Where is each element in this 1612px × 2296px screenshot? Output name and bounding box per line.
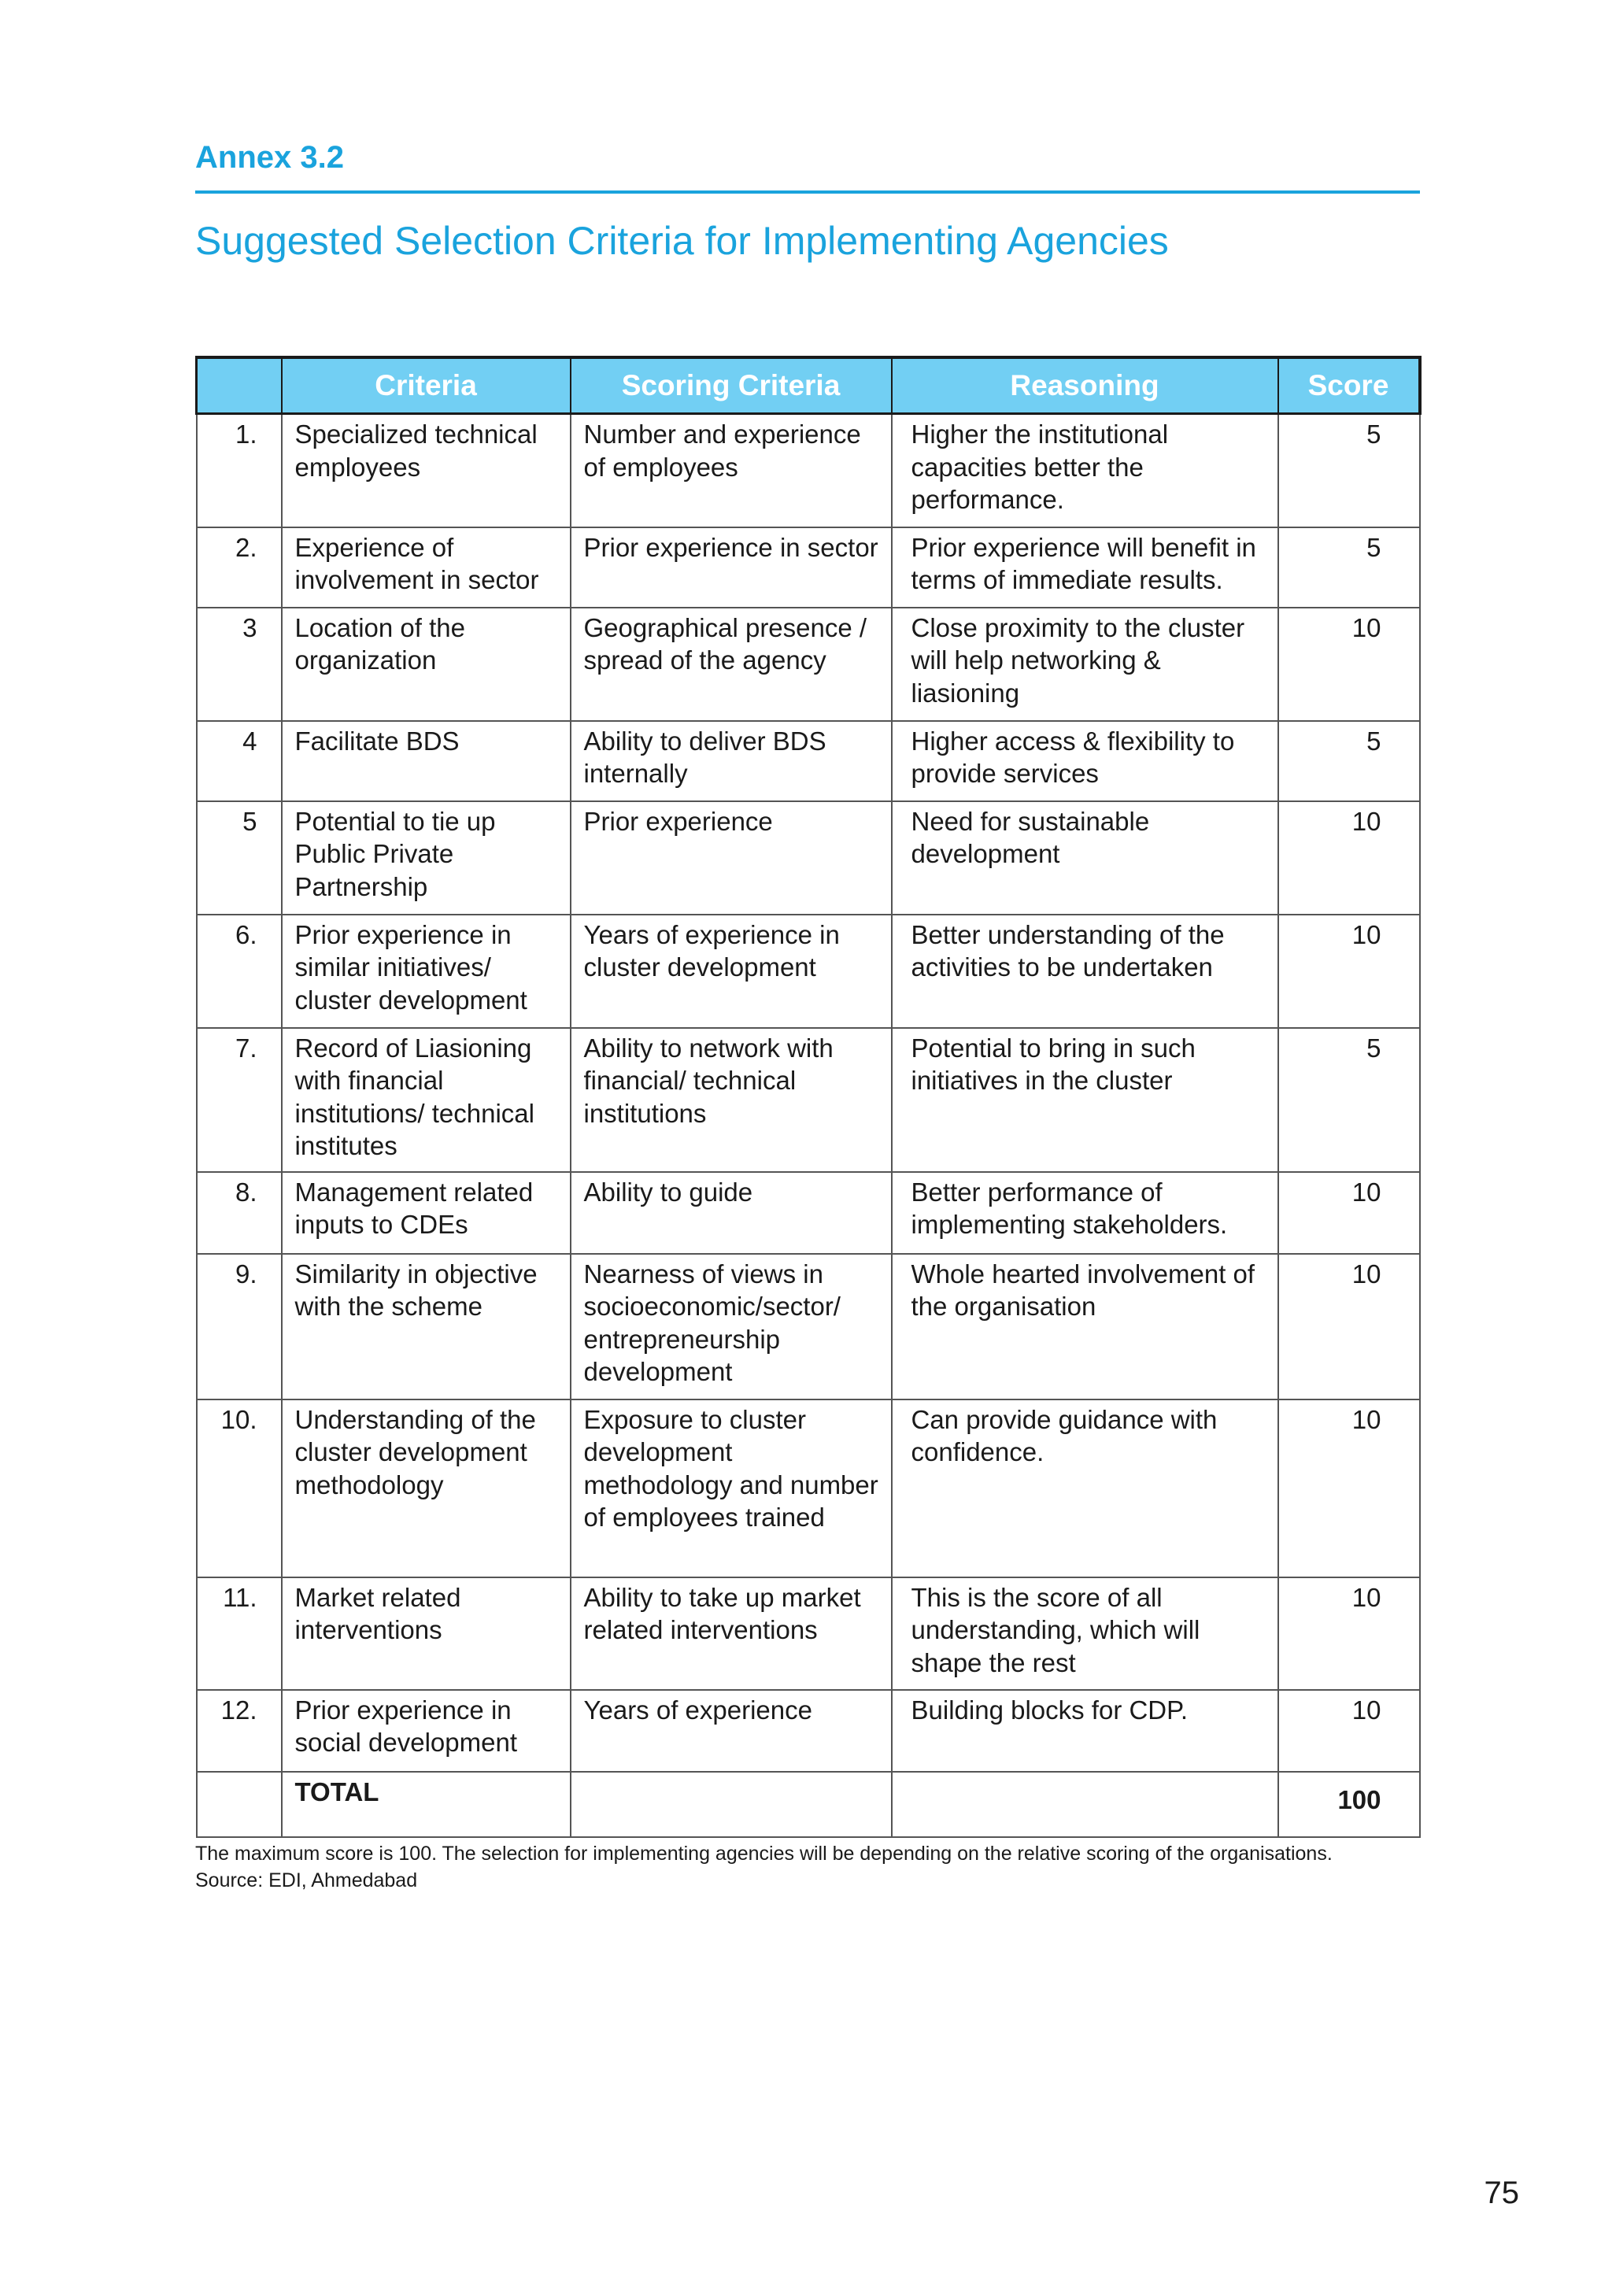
table-row <box>197 1254 1420 1399</box>
reasoning-cell: Better understanding of the activities to be undertaken <box>892 915 1278 1028</box>
scoring-cell: Ability to deliver BDS internally <box>571 721 892 801</box>
scoring-cell: Years of experience <box>571 1690 892 1772</box>
criteria-cell: Understanding of the cluster development methodology <box>282 1399 571 1577</box>
row-number: 6. <box>197 915 282 1028</box>
score-cell: 5 <box>1278 414 1420 527</box>
scoring-cell: Ability to guide <box>571 1172 892 1254</box>
scoring-cell: Prior experience in sector <box>571 527 892 608</box>
scoring-cell: Years of experience in cluster development <box>571 915 892 1028</box>
title-rule <box>195 190 1420 194</box>
total-scoring-cell <box>571 1772 892 1837</box>
row-number: 1. <box>197 414 282 527</box>
criteria-cell: Specialized technical employees <box>282 414 571 527</box>
score-cell: 10 <box>1278 1577 1420 1690</box>
scoring-cell: Geographical presence / spread of the agency <box>571 608 892 721</box>
table-row <box>197 1399 1420 1577</box>
row-number: 2. <box>197 527 282 608</box>
header-number <box>197 357 282 414</box>
criteria-table <box>195 356 1422 1838</box>
reasoning-cell: Need for sustainable development <box>892 801 1278 915</box>
total-score: 100 <box>1278 1772 1420 1837</box>
total-label: TOTAL <box>282 1772 571 1837</box>
header-scoring-criteria: Scoring Criteria <box>571 357 892 414</box>
row-number: 11. <box>197 1577 282 1690</box>
reasoning-cell: Whole hearted involvement of the organisation <box>892 1254 1278 1399</box>
row-number: 8. <box>197 1172 282 1254</box>
table-row <box>197 1690 1420 1772</box>
row-number: 10. <box>197 1399 282 1577</box>
page-number: 75 <box>1484 2176 1519 2210</box>
reasoning-cell: Prior experience will benefit in terms of immediate results. <box>892 527 1278 608</box>
criteria-cell: Prior experience in similar initiatives/ cluster development <box>282 915 571 1028</box>
row-number: 9. <box>197 1254 282 1399</box>
table-header-row <box>197 357 1420 414</box>
table-row <box>197 721 1420 801</box>
total-number-cell <box>197 1772 282 1837</box>
reasoning-cell: Potential to bring in such initiatives in the cluster <box>892 1028 1278 1172</box>
row-number: 5 <box>197 801 282 915</box>
criteria-cell: Experience of involvement in sector <box>282 527 571 608</box>
criteria-cell: Facilitate BDS <box>282 721 571 801</box>
table-notes <box>195 1840 1333 1894</box>
reasoning-cell: Can provide guidance with confidence. <box>892 1399 1278 1577</box>
score-cell: 10 <box>1278 1172 1420 1254</box>
criteria-cell: Management related inputs to CDEs <box>282 1172 571 1254</box>
criteria-cell: Market related interventions <box>282 1577 571 1690</box>
max-score-note: The maximum score is 100. The selection for implementing agencies will be depending on the relative scoring of the organisations. <box>195 1843 1333 1865</box>
criteria-cell: Prior experience in social development <box>282 1690 571 1772</box>
scoring-cell: Number and experience of employees <box>571 414 892 527</box>
table-row <box>197 414 1420 527</box>
score-cell: 10 <box>1278 608 1420 721</box>
table-row <box>197 801 1420 915</box>
header-score: Score <box>1278 357 1420 414</box>
row-number: 7. <box>197 1028 282 1172</box>
scoring-cell: Ability to network with financial/ technical institutions <box>571 1028 892 1172</box>
reasoning-cell: Better performance of implementing stakeholders. <box>892 1172 1278 1254</box>
table-row <box>197 1172 1420 1254</box>
table-row <box>197 527 1420 608</box>
scoring-cell: Ability to take up market related interventions <box>571 1577 892 1690</box>
row-number: 3 <box>197 608 282 721</box>
source-note: Source: EDI, Ahmedabad <box>195 1869 418 1891</box>
row-number: 4 <box>197 721 282 801</box>
table-row <box>197 608 1420 721</box>
score-cell: 10 <box>1278 915 1420 1028</box>
criteria-cell: Potential to tie up Public Private Partnership <box>282 801 571 915</box>
scoring-cell: Nearness of views in socioeconomic/sector/ entrepreneurship development <box>571 1254 892 1399</box>
total-reasoning-cell <box>892 1772 1278 1837</box>
header-criteria: Criteria <box>282 357 571 414</box>
score-cell: 5 <box>1278 1028 1420 1172</box>
criteria-cell: Location of the organization <box>282 608 571 721</box>
score-cell: 10 <box>1278 801 1420 915</box>
reasoning-cell: Higher the institutional capacities better the performance. <box>892 414 1278 527</box>
total-row <box>197 1772 1420 1837</box>
reasoning-cell: Close proximity to the cluster will help networking & liasioning <box>892 608 1278 721</box>
table-row <box>197 1028 1420 1172</box>
header-reasoning: Reasoning <box>892 357 1278 414</box>
criteria-cell: Similarity in objective with the scheme <box>282 1254 571 1399</box>
scoring-cell: Exposure to cluster development methodology and number of employees trained <box>571 1399 892 1577</box>
scoring-cell: Prior experience <box>571 801 892 915</box>
score-cell: 5 <box>1278 721 1420 801</box>
criteria-cell: Record of Liasioning with financial institutions/ technical institutes <box>282 1028 571 1172</box>
table-row <box>197 1577 1420 1690</box>
score-cell: 10 <box>1278 1399 1420 1577</box>
page-title: Suggested Selection Criteria for Implementing Agencies <box>195 219 1169 263</box>
table-row <box>197 915 1420 1028</box>
reasoning-cell: This is the score of all understanding, which will shape the rest <box>892 1577 1278 1690</box>
reasoning-cell: Building blocks for CDP. <box>892 1690 1278 1772</box>
row-number: 12. <box>197 1690 282 1772</box>
annex-label: Annex 3.2 <box>195 140 344 175</box>
score-cell: 10 <box>1278 1690 1420 1772</box>
score-cell: 5 <box>1278 527 1420 608</box>
score-cell: 10 <box>1278 1254 1420 1399</box>
reasoning-cell: Higher access & flexibility to provide services <box>892 721 1278 801</box>
